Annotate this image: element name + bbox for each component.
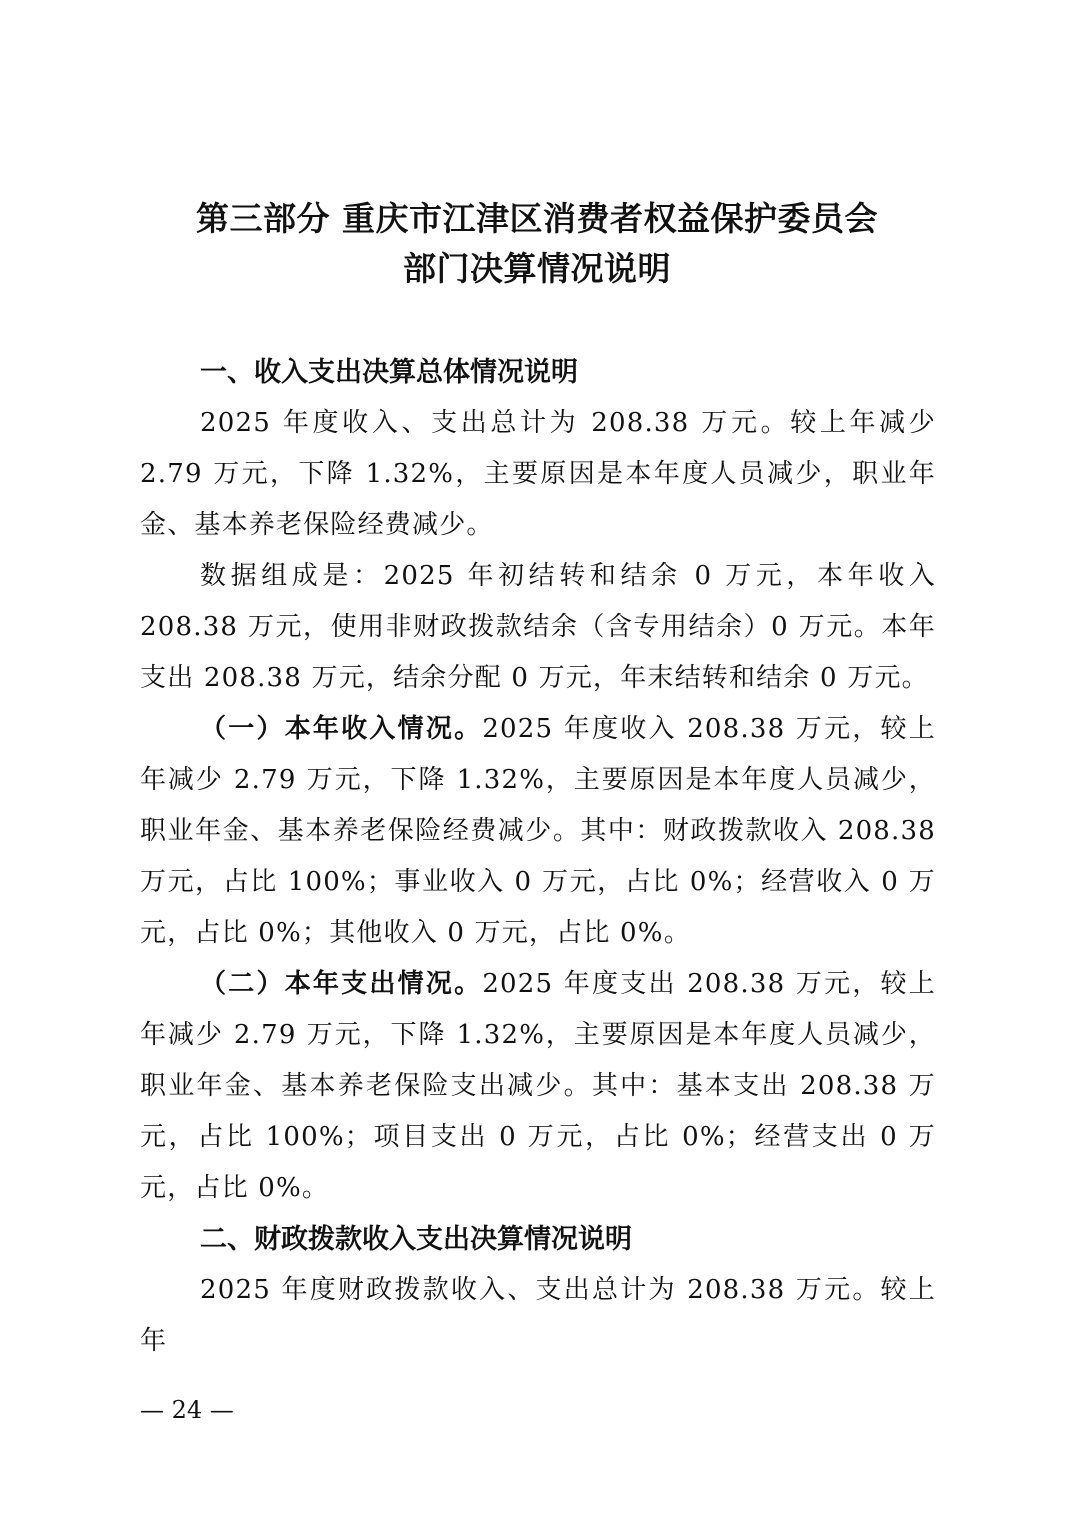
document-title-line2: 部门决算情况说明 bbox=[403, 249, 671, 288]
expense-text: 2025 年度支出 208.38 万元，较上年减少 2.79 万元，下降 1.32%，主要原因是本年度人员减少，职业年金、基本养老保险支出减少。其中：基本支出 208.38 万元，占比 100%；项目支出 0 万元，占比 0%；经营支出 0 万元，占比 0%。 bbox=[140, 969, 936, 1203]
expense-paragraph bbox=[140, 959, 936, 1214]
income-subheading: （一）本年收入情况。 bbox=[200, 714, 483, 744]
document-body bbox=[140, 347, 936, 1367]
income-paragraph bbox=[140, 704, 936, 959]
section2-heading: 二、财政拨款收入支出决算情况说明 bbox=[200, 1224, 632, 1255]
page-number: — 24 — bbox=[140, 1396, 234, 1424]
section1-paragraph-2: 数据组成是：2025 年初结转和结余 0 万元，本年收入 208.38 万元，使用非财政拨款结余（含专用结余）0 万元。本年支出 208.38 万元，结余分配 0 万元，年末结转和结余 0 万元。 bbox=[140, 561, 936, 693]
expense-subheading: （二）本年支出情况。 bbox=[200, 969, 483, 999]
section1-paragraph-1: 2025 年度收入、支出总计为 208.38 万元。较上年减少 2.79 万元，下降 1.32%，主要原因是本年度人员减少，职业年金、基本养老保险经费减少。 bbox=[140, 408, 936, 540]
section2-paragraph-1: 2025 年度财政拨款收入、支出总计为 208.38 万元。较上年 bbox=[140, 1275, 936, 1356]
document-title-line1: 第三部分 重庆市江津区消费者权益保护委员会 bbox=[196, 199, 878, 238]
income-text: 2025 年度收入 208.38 万元，较上年减少 2.79 万元，下降 1.32%，主要原因是本年度人员减少，职业年金、基本养老保险经费减少。其中：财政拨款收入 208.38 万元，占比 100%；事业收入 0 万元，占比 0%；经营收入 0 万元，占比 0%；其他收入 0 万元，占比 0%。 bbox=[140, 714, 936, 948]
section1-heading: 一、收入支出决算总体情况说明 bbox=[200, 357, 578, 388]
